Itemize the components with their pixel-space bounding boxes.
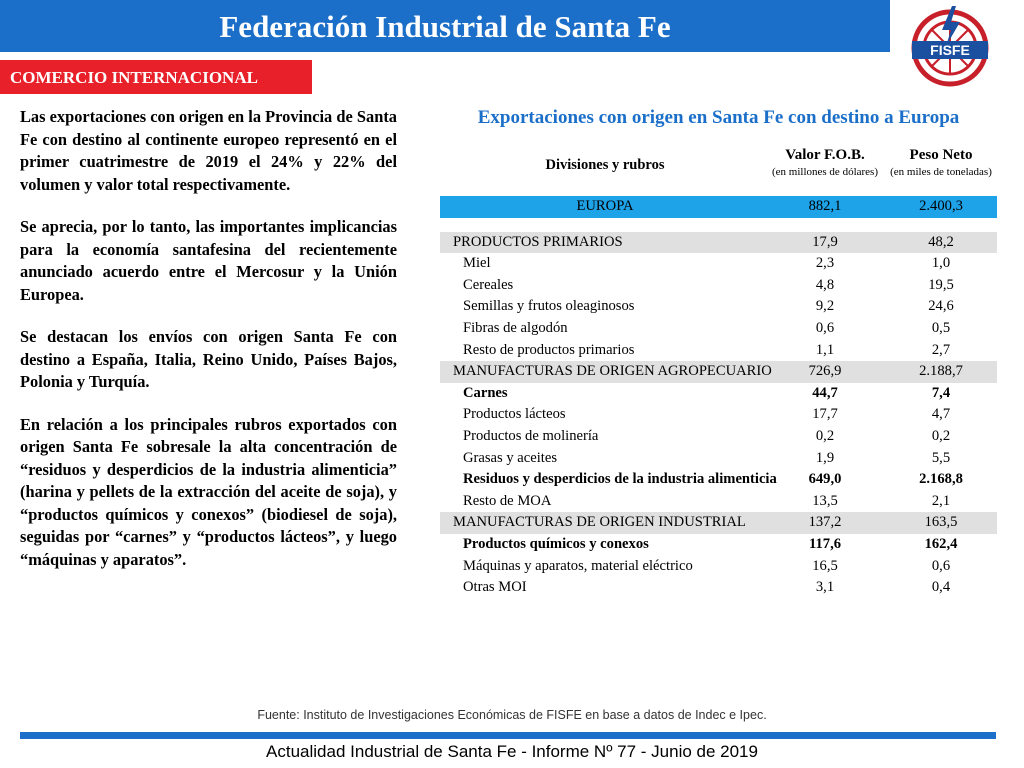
row-label: MANUFACTURAS DE ORIGEN AGROPECUARIO [453,363,772,380]
row-label: Cereales [463,276,514,293]
body-text [20,106,397,591]
row-label: PRODUCTOS PRIMARIOS [453,233,623,250]
row-fob: 1,9 [815,449,835,466]
table-row-category [440,232,997,254]
header-peso [885,146,997,180]
row-peso: 2,1 [931,492,951,509]
row-fob: 726,9 [808,363,842,380]
row-peso: 4,7 [931,406,951,423]
row-label: EUROPA [576,198,634,214]
row-fob: 17,7 [812,406,838,423]
row-label: Resto de productos primarios [463,341,635,358]
source-note: Fuente: Instituto de Investigaciones Económicas de FISFE en base a datos de Indec e Ipec. [257,708,767,722]
row-peso: 0,4 [931,579,951,596]
row-peso: 0,2 [931,427,951,444]
row-label: Semillas y frutos oleaginosos [463,298,635,315]
row-fob: 3,1 [815,579,835,596]
row-label: Máquinas y aparatos, material eléctrico [463,557,693,574]
paragraph: Las exportaciones con origen en la Provincia de Santa Fe con destino al continente europeo representó en el primer cuatrimestre de 2019 el 24% y 22% del volumen y valor total respectivamente. [20,107,397,194]
row-fob: 9,2 [815,298,835,315]
row-fob: 17,9 [812,233,838,250]
row-label: Productos lácteos [463,406,566,423]
row-label: MANUFACTURAS DE ORIGEN INDUSTRIAL [453,514,746,531]
table-row [440,534,997,556]
row-peso: 2.168,8 [919,471,963,488]
table-row [440,426,997,448]
row-label: Fibras de algodón [463,319,568,336]
table-row [440,556,997,578]
row-fob: 0,6 [815,319,835,336]
table-row [440,275,997,297]
row-fob: 882,1 [808,198,842,214]
table-row [440,253,997,275]
row-fob: 0,2 [815,427,835,444]
paragraph: Se destacan los envíos con origen Santa Fe con destino a España, Italia, Reino Unido, Países Bajos, Polonia y Turquía. [20,327,397,391]
row-label: Grasas y aceites [463,449,558,466]
row-label: Miel [463,255,491,272]
section-tag: COMERCIO INTERNACIONAL [10,68,258,87]
svg-text:FISFE: FISFE [930,42,970,58]
row-peso: 1,0 [931,255,951,272]
header-fob-label: Valor F.O.B. [785,147,865,163]
row-peso: 2,7 [931,341,951,358]
row-label: Productos de molinería [463,427,599,444]
row-label: Resto de MOA [463,492,552,509]
row-fob: 137,2 [808,514,842,531]
row-label: Carnes [463,384,508,401]
row-spacer [440,218,997,232]
fisfe-logo [902,4,998,88]
table-row [440,448,997,470]
table-row [440,340,997,362]
row-peso: 2.188,7 [919,363,963,380]
row-peso: 2.400,3 [919,198,963,214]
row-peso: 7,4 [931,384,951,401]
header-fob-unit: (en millones de dólares) [772,166,878,178]
header-fob [770,146,880,180]
page-title: Federación Industrial de Santa Fe [219,9,671,44]
row-label: Otras MOI [463,579,527,596]
table-header [440,146,997,186]
row-label: Productos químicos y conexos [463,535,649,552]
row-fob: 44,7 [812,384,838,401]
row-fob: 117,6 [808,535,842,552]
row-peso: 19,5 [928,276,954,293]
row-fob: 16,5 [812,557,838,574]
row-fob: 13,5 [812,492,838,509]
row-peso: 162,4 [924,535,958,552]
row-fob: 649,0 [808,471,842,488]
table-row [440,383,997,405]
footer-bar [20,732,996,739]
table-row [440,318,997,340]
table-body [440,196,997,599]
row-peso: 0,6 [931,557,951,574]
row-peso: 0,5 [931,319,951,336]
footer-text: Actualidad Industrial de Santa Fe - Informe Nº 77 - Junio de 2019 [266,742,758,761]
table-row-category [440,361,997,383]
table-row [440,469,997,491]
header-peso-unit: (en miles de toneladas) [890,166,992,178]
paragraph: Se aprecia, por lo tanto, las importantes implicancias para la economía santafesina del recientemente anunciado acuerdo entre el Mercosur y la Unión Europea. [20,217,397,304]
table-row [440,491,997,513]
table-row [440,404,997,426]
row-label: Residuos y desperdicios de la industria alimenticia [463,471,777,488]
row-fob: 2,3 [815,255,835,272]
table-row-total [440,196,997,218]
paragraph: En relación a los principales rubros exportados con origen Santa Fe sobresale la alta concentración de “residuos y desperdicios de la industria alimenticia” (harina y pellets de la extracción del aceite de soja), y “productos químicos y conexos” (biodiesel de soja), seguidas por “carnes” y “productos lácteos”, y luego “máquinas y aparatos”. [20,414,397,569]
row-peso: 163,5 [924,514,958,531]
table-row [440,296,997,318]
header-peso-label: Peso Neto [909,147,973,163]
row-fob: 1,1 [815,341,835,358]
row-fob: 4,8 [815,276,835,293]
header-divisiones: Divisiones y rubros [545,157,665,173]
row-peso: 24,6 [928,298,954,315]
row-peso: 48,2 [928,233,954,250]
table-title: Exportaciones con origen en Santa Fe con destino a Europa [477,107,960,128]
table-row [440,577,997,599]
table-row-category [440,512,997,534]
row-peso: 5,5 [931,449,951,466]
